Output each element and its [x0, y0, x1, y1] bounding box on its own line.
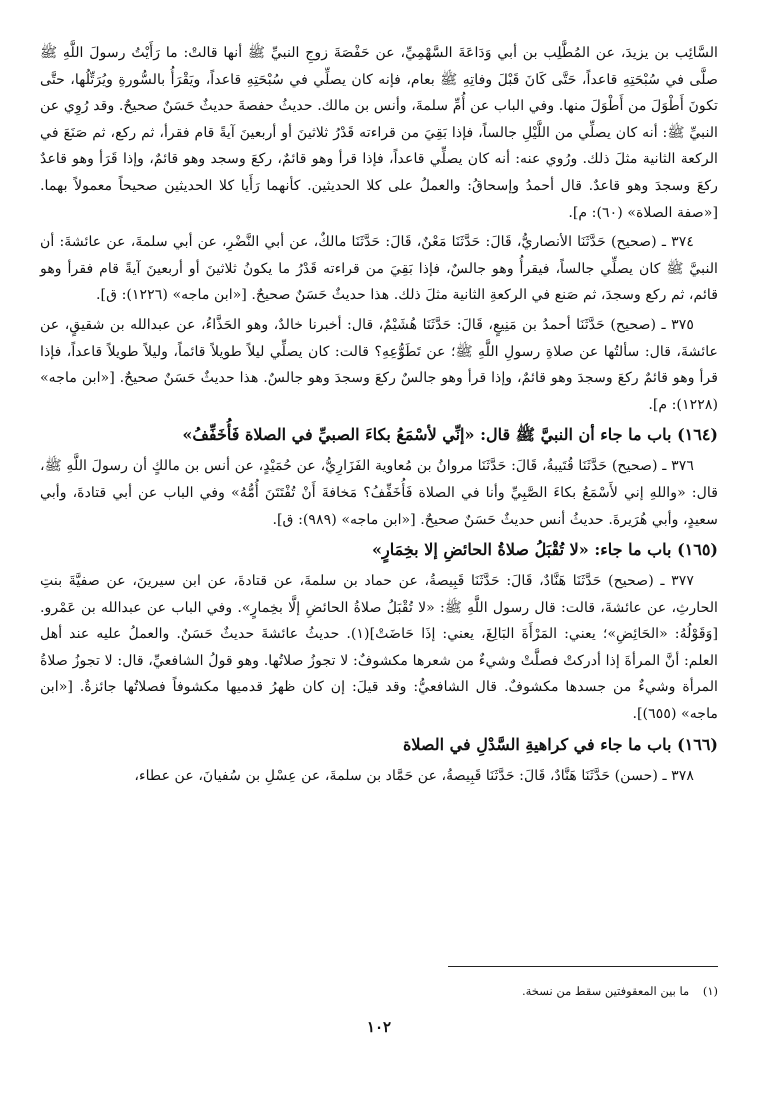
hadith-376: ٣٧٦ ـ (صحيح) حَدَّثَنَا قُتَيبةُ، قَالَ: حَدَّثَنَا مروانُ بن مُعاوية الفَزَارِيُّ، عن حُمَيْدٍ، عن أنس بن مالكٍ أن رسولَ اللَّهِ ﷺ، قال: «واللهِ إني لأَسْمَعُ بكاءَ الصَّبِيِّ وأنا في الصلاة فَأُخَفِّفُ؟ مَخافةَ أَنْ تُفْتَتَنَ أُمُّهُ» وفي الباب عن أبي قتادةَ، وأبي سعيدٍ، وأبي هُرَيرةَ. حديثُ أنس حديثٌ حَسَنٌ صحيحٌ. [«ابن ماجه» (٩٨٩): ق].: [40, 458, 718, 528]
hadith-375: ٣٧٥ ـ (صحيح) حَدَّثَنَا أحمدُ بن مَنِيعٍ، قَالَ: حَدَّثَنَا هُشَيْمٌ، قال: أخبرنا خالدٌ، وهو الحَذَّاءُ، عن عبدالله بن شقيقٍ، عن عائشةَ، قال: سألتُها عن صلاةِ رسولِ اللَّهِ ﷺ؛ عن تَطَوُّعِهِ؟ قالت: كان يصلِّي ليلاً طويلاً قائماً، وليلاً طويلاً قاعداً، فإذا قرأ وهو قائمٌ ركعَ وسجدَ وهو قائمٌ، وإذا قرأ وهو جالسٌ ركعَ وسجدَ وهو جالسٌ. هذا حديثٌ حَسَنٌ صحيحٌ. [«ابن ماجه» (١٢٢٨): م].: [40, 316, 718, 413]
paragraph-intro: السَّائِب بن يزيدَ، عن المُطَّلِب بن أبي وَدَاعَةَ السَّهْمِيِّ، عن حَفْصَةَ زوجِ النبيِّ ﷺ أنها قالتْ: ما رَأَيْتُ رسولَ اللَّهِ ﷺ صلَّى في سُبْحَتِهِ قاعداً، حَتَّى كَانَ قَبْلَ وفاتِهِ ﷺ بعام، فإنه كان يصلِّي في سُبْحَتِهِ قاعداً، ويَقْرَأُ بالسُّورةِ ويُرَتِّلُها، حتَّى تكونَ أَطْوَلَ من أَطْوَلَ منها. وفي الباب عن أُمِّ سلمةَ، وأنس بن مالك. حديثُ حفصةَ حديثٌ حَسَنٌ صحيحٌ. وقد رُوِي عن النبيِّ ﷺ: أنه كان يصلِّي من اللَّيْلِ جالساً، فإذا بَقِيَ من قراءته قَدْرُ ثلاثينَ أو أربعينَ آيةً قام فقرأ، ثم ركع، ثم صَنَعَ في الركعة الثانية مثلَ ذلك. ورُوي عنه: أنه كان يصلِّي قاعداً، فإذا قرأ وهو قائمٌ، ركعَ وسجد وهو قائمٌ، وإذا قَرَأ وهو قاعدٌ ركعَ وسجدَ وهو قاعدٌ. قال أحمدُ وإسحاقُ: والعملُ على كلا الحديثين. كأنهما رَأَيا كلا الحديثين صحيحاً معمولاً بهما. [«صفة الصلاة» (٦٠): م].: [40, 45, 718, 221]
chapter-heading-166: (١٦٦) باب ما جاء في كراهيةِ السَّدْلِ في الصلاة: [402, 734, 718, 754]
hadith-374: ٣٧٤ ـ (صحيح) حَدَّثَنَا الأنصاريُّ، قَالَ: حَدَّثَنَا مَعْنٌ، قَالَ: حَدَّثَنَا مالكٌ، عن أبي النَّضْرِ، عن أبي سلمةَ، عن عائشةَ: أن النبيَّ ﷺ كان يصلِّي جالساً، فيقرأُ وهو جالسٌ، فإذا بَقِيَ من قراءته قَدْرُ ما يكونُ ثلاثينَ أو أربعينَ آيةً قام فقرأ وهو قائم، ثم ركع وسجدَ، ثم صَنع في الركعةِ الثانية مثلَ ذلك. هذا حديثٌ حَسَنٌ صحيحٌ. [«ابن ماجه» (١٢٢٦): ق].: [40, 234, 718, 304]
footnote: [40, 983, 718, 999]
footnote-text: ما بين المعقوفتين سقط من نسخة.: [521, 984, 690, 998]
hadith-377: ٣٧٧ ـ (صحيح) حَدَّثَنَا هَنَّادٌ، قَالَ: حَدَّثَنَا قَبِيصةُ، عن حماد بن سلمةَ، عن قتادةَ، عن ابن سيرينَ، عن صفيَّةَ بنتِ الحارثِ، عن عائشةَ، قالت: قال رسول اللَّهِ ﷺ: «لا تُقْبَلُ صلاةُ الحائضِ إلَّا بخِمارٍ». وفي الباب عن عبدالله بن عَمْرو. [وَقَوْلُهُ: «الحَائِضِ»؛ يعني: المَرْأَةَ البَالِغَ، يعني: إذَا حَاضَتْ](١). حديثُ عائشةَ حديثٌ حَسَنٌ. والعملُ عليه عند أهل العلم: أنَّ المرأةَ إذا أدركتْ فصلَّتْ وشيءٌ من شعرها مكشوفٌ: لا تجوزُ صلاتُها. وهو قولُ الشافعيِّ، قال: لا تجوزُ صلاةُ المرأة وشيءٌ من جسدها مكشوفٌ. قال الشافعيُّ: وقد قيلَ: إن كان ظهرُ قدميها مكشوفاً فصلاتُها جائزةٌ. [«ابن ماجه» (٦٥٥)].: [40, 573, 718, 723]
hadith-378: ٣٧٨ ـ (حسن) حَدَّثَنَا هَنَّادٌ، قَالَ: حَدَّثَنَا قَبِيصةُ، عن حَمَّاد بن سلمةَ، عن عِسْلِ بن سُفيانَ، عن عطاء،: [134, 767, 694, 784]
page-number: ١٠٢: [366, 1018, 392, 1036]
chapter-heading-164: (١٦٤) باب ما جاء أن النبيَّ ﷺ قال: «إنِّي لأسْمَعُ بكاءَ الصبيِّ في الصلاة فَأُخَفِّفُ»: [182, 425, 718, 445]
body-text: [40, 40, 718, 792]
footnote-number: (١): [702, 984, 718, 998]
footnote-divider: [448, 966, 718, 967]
chapter-heading-165: (١٦٥) باب ما جاء: «لا تُقْبَلُ صلاةُ الحائضِ إلا بخِمَارٍ»: [371, 540, 718, 560]
